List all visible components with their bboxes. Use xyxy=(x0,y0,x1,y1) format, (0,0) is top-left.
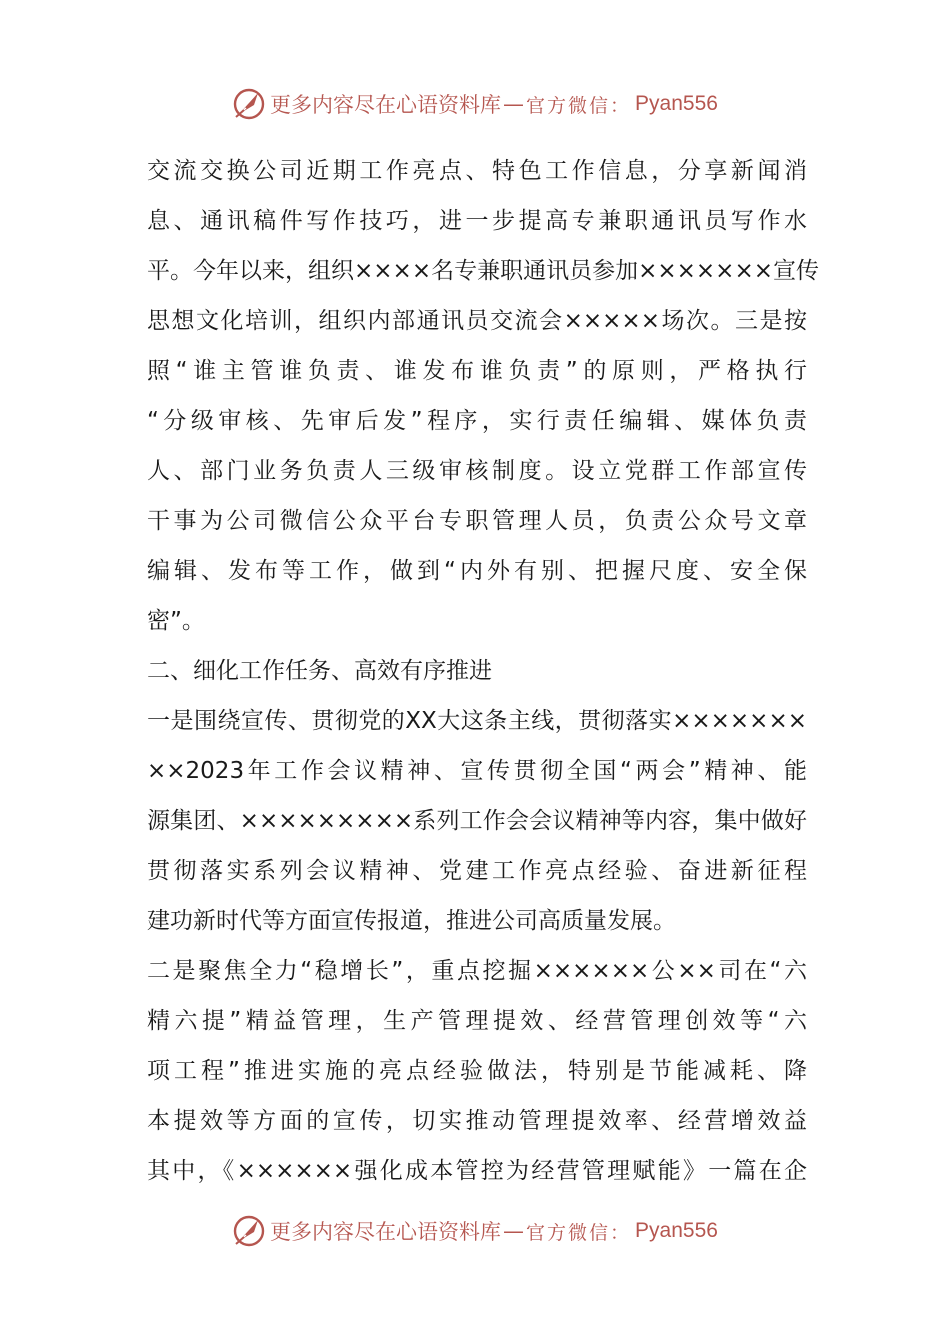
header-wechat-id: Pyan556 xyxy=(635,92,718,115)
document-body xyxy=(147,146,819,1196)
body-line: 密”。 xyxy=(147,608,205,634)
body-line: 精六提”精益管理，生产管理提效、经营管理创效等“六 xyxy=(147,1008,807,1034)
footer-separator: — xyxy=(503,1219,525,1243)
header-wechat-label: 官方微信： xyxy=(526,94,632,117)
body-line: 一是围绕宣传、贯彻党的XX大这条主线，贯彻落实××××××× xyxy=(147,708,807,734)
body-line: 其中，《××××××强化成本管控为经营管理赋能》一篇在企 xyxy=(147,1158,807,1184)
footer-brand: 更多内容尽在心语资料库 xyxy=(270,1220,502,1244)
body-line: 息、通讯稿件写作技巧，进一步提高专兼职通讯员写作水 xyxy=(147,208,807,234)
body-line: 思想文化培训，组织内部通讯员交流会×××××场次。三是按 xyxy=(147,308,807,334)
body-line: 交流交换公司近期工作亮点、特色工作信息，分享新闻消 xyxy=(147,158,807,184)
body-line: 建功新时代等方面宣传报道，推进公司高质量发展。 xyxy=(147,908,676,934)
body-line: 人、部门业务负责人三级审核制度。设立党群工作部宣传 xyxy=(147,458,807,484)
footer-wechat-label: 官方微信： xyxy=(526,1221,632,1244)
footer-wechat-id: Pyan556 xyxy=(635,1219,718,1242)
header-separator: — xyxy=(503,92,525,116)
body-line: 二是聚焦全力“稳增长”，重点挖掘××××××公××司在“六 xyxy=(147,958,807,984)
body-line: 干事为公司微信公众平台专职管理人员，负责公众号文章 xyxy=(147,508,807,534)
body-line: 项工程”推进实施的亮点经验做法，特别是节能减耗、降 xyxy=(147,1058,807,1084)
body-line: 平。今年以来，组织××××名专兼职通讯员参加×××××××宣传 xyxy=(147,258,819,284)
header-banner xyxy=(0,84,950,124)
body-line: “分级审核、先审后发”程序，实行责任编辑、媒体负责 xyxy=(147,408,807,434)
body-line: 源集团、×××××××××系列工作会会议精神等内容，集中做好 xyxy=(147,808,807,834)
quill-logo-icon xyxy=(232,1214,266,1248)
body-line: 贯彻落实系列会议精神、党建工作亮点经验、奋进新征程 xyxy=(147,858,807,884)
quill-logo-icon xyxy=(232,87,266,121)
body-line: ××2023年工作会议精神、宣传贯彻全国“两会”精神、能 xyxy=(147,758,807,784)
body-line: 本提效等方面的宣传，切实推动管理提效率、经营增效益 xyxy=(147,1108,807,1134)
section-heading: 二、细化工作任务、高效有序推进 xyxy=(147,658,492,684)
header-brand: 更多内容尽在心语资料库 xyxy=(270,93,502,117)
footer-banner xyxy=(0,1211,950,1251)
body-line: 编辑、发布等工作，做到“内外有别、把握尺度、安全保 xyxy=(147,558,807,584)
body-line: 照“谁主管谁负责、谁发布谁负责”的原则，严格执行 xyxy=(147,358,807,384)
